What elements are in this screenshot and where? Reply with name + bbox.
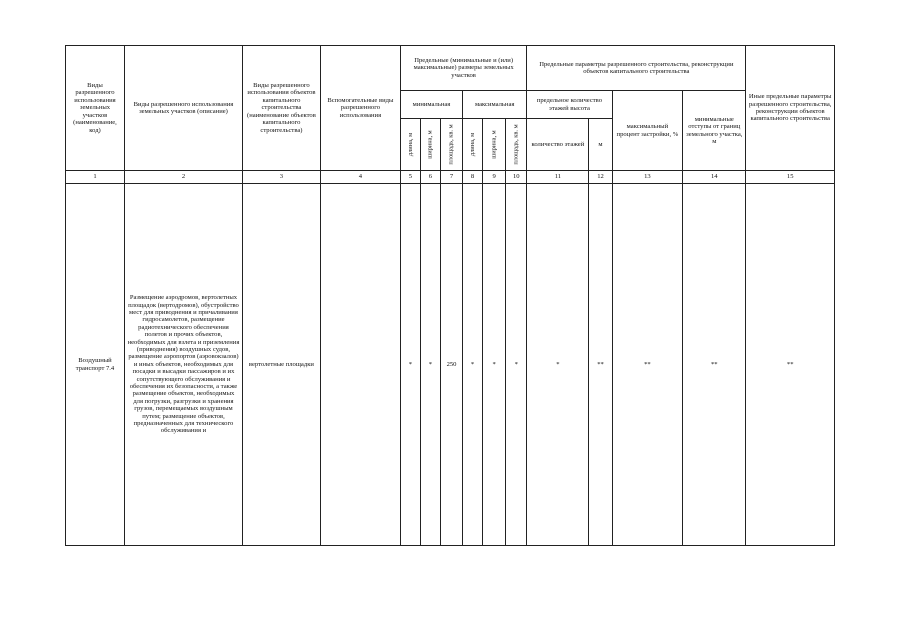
column-number: 1 xyxy=(66,171,125,184)
column-number: 5 xyxy=(400,171,420,184)
regulations-table xyxy=(65,45,835,546)
other-parameters-cell: ** xyxy=(746,184,835,546)
column-number: 2 xyxy=(124,171,242,184)
max-area-cell: * xyxy=(506,184,527,546)
column-number: 6 xyxy=(420,171,440,184)
min-length-cell: * xyxy=(400,184,420,546)
header-max-area: площадь, кв. м xyxy=(506,119,527,171)
capital-objects-cell: вертолетные площадки xyxy=(242,184,320,546)
column-number: 13 xyxy=(612,171,683,184)
header-auxiliary-uses: Вспомогательные виды разрешенного использования xyxy=(320,46,400,171)
column-number: 11 xyxy=(527,171,589,184)
max-width-cell: * xyxy=(483,184,506,546)
land-use-code-cell: Воздушный транспорт 7.4 xyxy=(66,184,125,546)
min-width-cell: * xyxy=(420,184,440,546)
header-min-area: площадь, кв. м xyxy=(440,119,462,171)
column-number: 7 xyxy=(440,171,462,184)
header-max-length: длина, м xyxy=(463,119,483,171)
max-length-cell: * xyxy=(463,184,483,546)
coverage-cell: ** xyxy=(612,184,683,546)
height-cell: ** xyxy=(589,184,612,546)
table-row xyxy=(66,184,835,546)
floors-cell: * xyxy=(527,184,589,546)
column-number: 10 xyxy=(506,171,527,184)
header-setbacks: минимальные отступы от границ земельного участка, м xyxy=(683,91,746,171)
column-numbers-row xyxy=(66,171,835,184)
header-min-length: длина, м xyxy=(400,119,420,171)
min-area-cell: 250 xyxy=(440,184,462,546)
column-number: 8 xyxy=(463,171,483,184)
header-land-use-code: Виды разрешенного использования земельных участков (наименование, код) xyxy=(66,46,125,171)
land-use-description-cell: Размещение аэродромов, вертолетных площадок (вертодромов), обустройство мест для приводнения и причаливания гидросамолетов, размещение радиотехнического обеспечения полетов и прочих объектов, необходимых для взлета и приземления (приводнения) воздушных судов, размещение аэропортов (аэровокзалов) и иных объектов, необходимых для посадки и высадки пассажиров и их сопутствующего обслуживания и обеспечения их безопасности, а также размещение объектов, необходимых для погрузки, разгрузки и хранения грузов, перемещаемых воздушным путем; размещение объектов, предназначенных для технического обслуживания и xyxy=(124,184,242,546)
auxiliary-uses-cell xyxy=(320,184,400,546)
column-number: 12 xyxy=(589,171,612,184)
header-max-width: ширина, м xyxy=(483,119,506,171)
header-floors-height: предельное количество этажей высота xyxy=(527,91,612,119)
header-max: максимальная xyxy=(463,91,527,119)
header-row-1 xyxy=(66,46,835,91)
header-min: минимальная xyxy=(400,91,462,119)
header-min-width: ширина, м xyxy=(420,119,440,171)
header-capital-objects: Виды разрешенного использования объектов капитального строительства (наименование объектов капитального строительства) xyxy=(242,46,320,171)
header-plot-size-limits: Предельные (минимальные и (или) максимальные) размеры земельных участков xyxy=(400,46,526,91)
column-number: 9 xyxy=(483,171,506,184)
header-height-m: м xyxy=(589,119,612,171)
header-construction-limits: Предельные параметры разрешенного строительства, реконструкции объектов капитального строительства xyxy=(527,46,746,91)
header-other-parameters: Иные предельные параметры разрешенного строительства, реконструкции объектов капитального строительства xyxy=(746,46,835,171)
column-number: 3 xyxy=(242,171,320,184)
column-number: 14 xyxy=(683,171,746,184)
header-floors: количество этажей xyxy=(527,119,589,171)
header-land-use-description: Виды разрешенного использования земельных участков (описание) xyxy=(124,46,242,171)
header-coverage: максимальный процент застройки, % xyxy=(612,91,683,171)
column-number: 4 xyxy=(320,171,400,184)
setbacks-cell: ** xyxy=(683,184,746,546)
column-number: 15 xyxy=(746,171,835,184)
